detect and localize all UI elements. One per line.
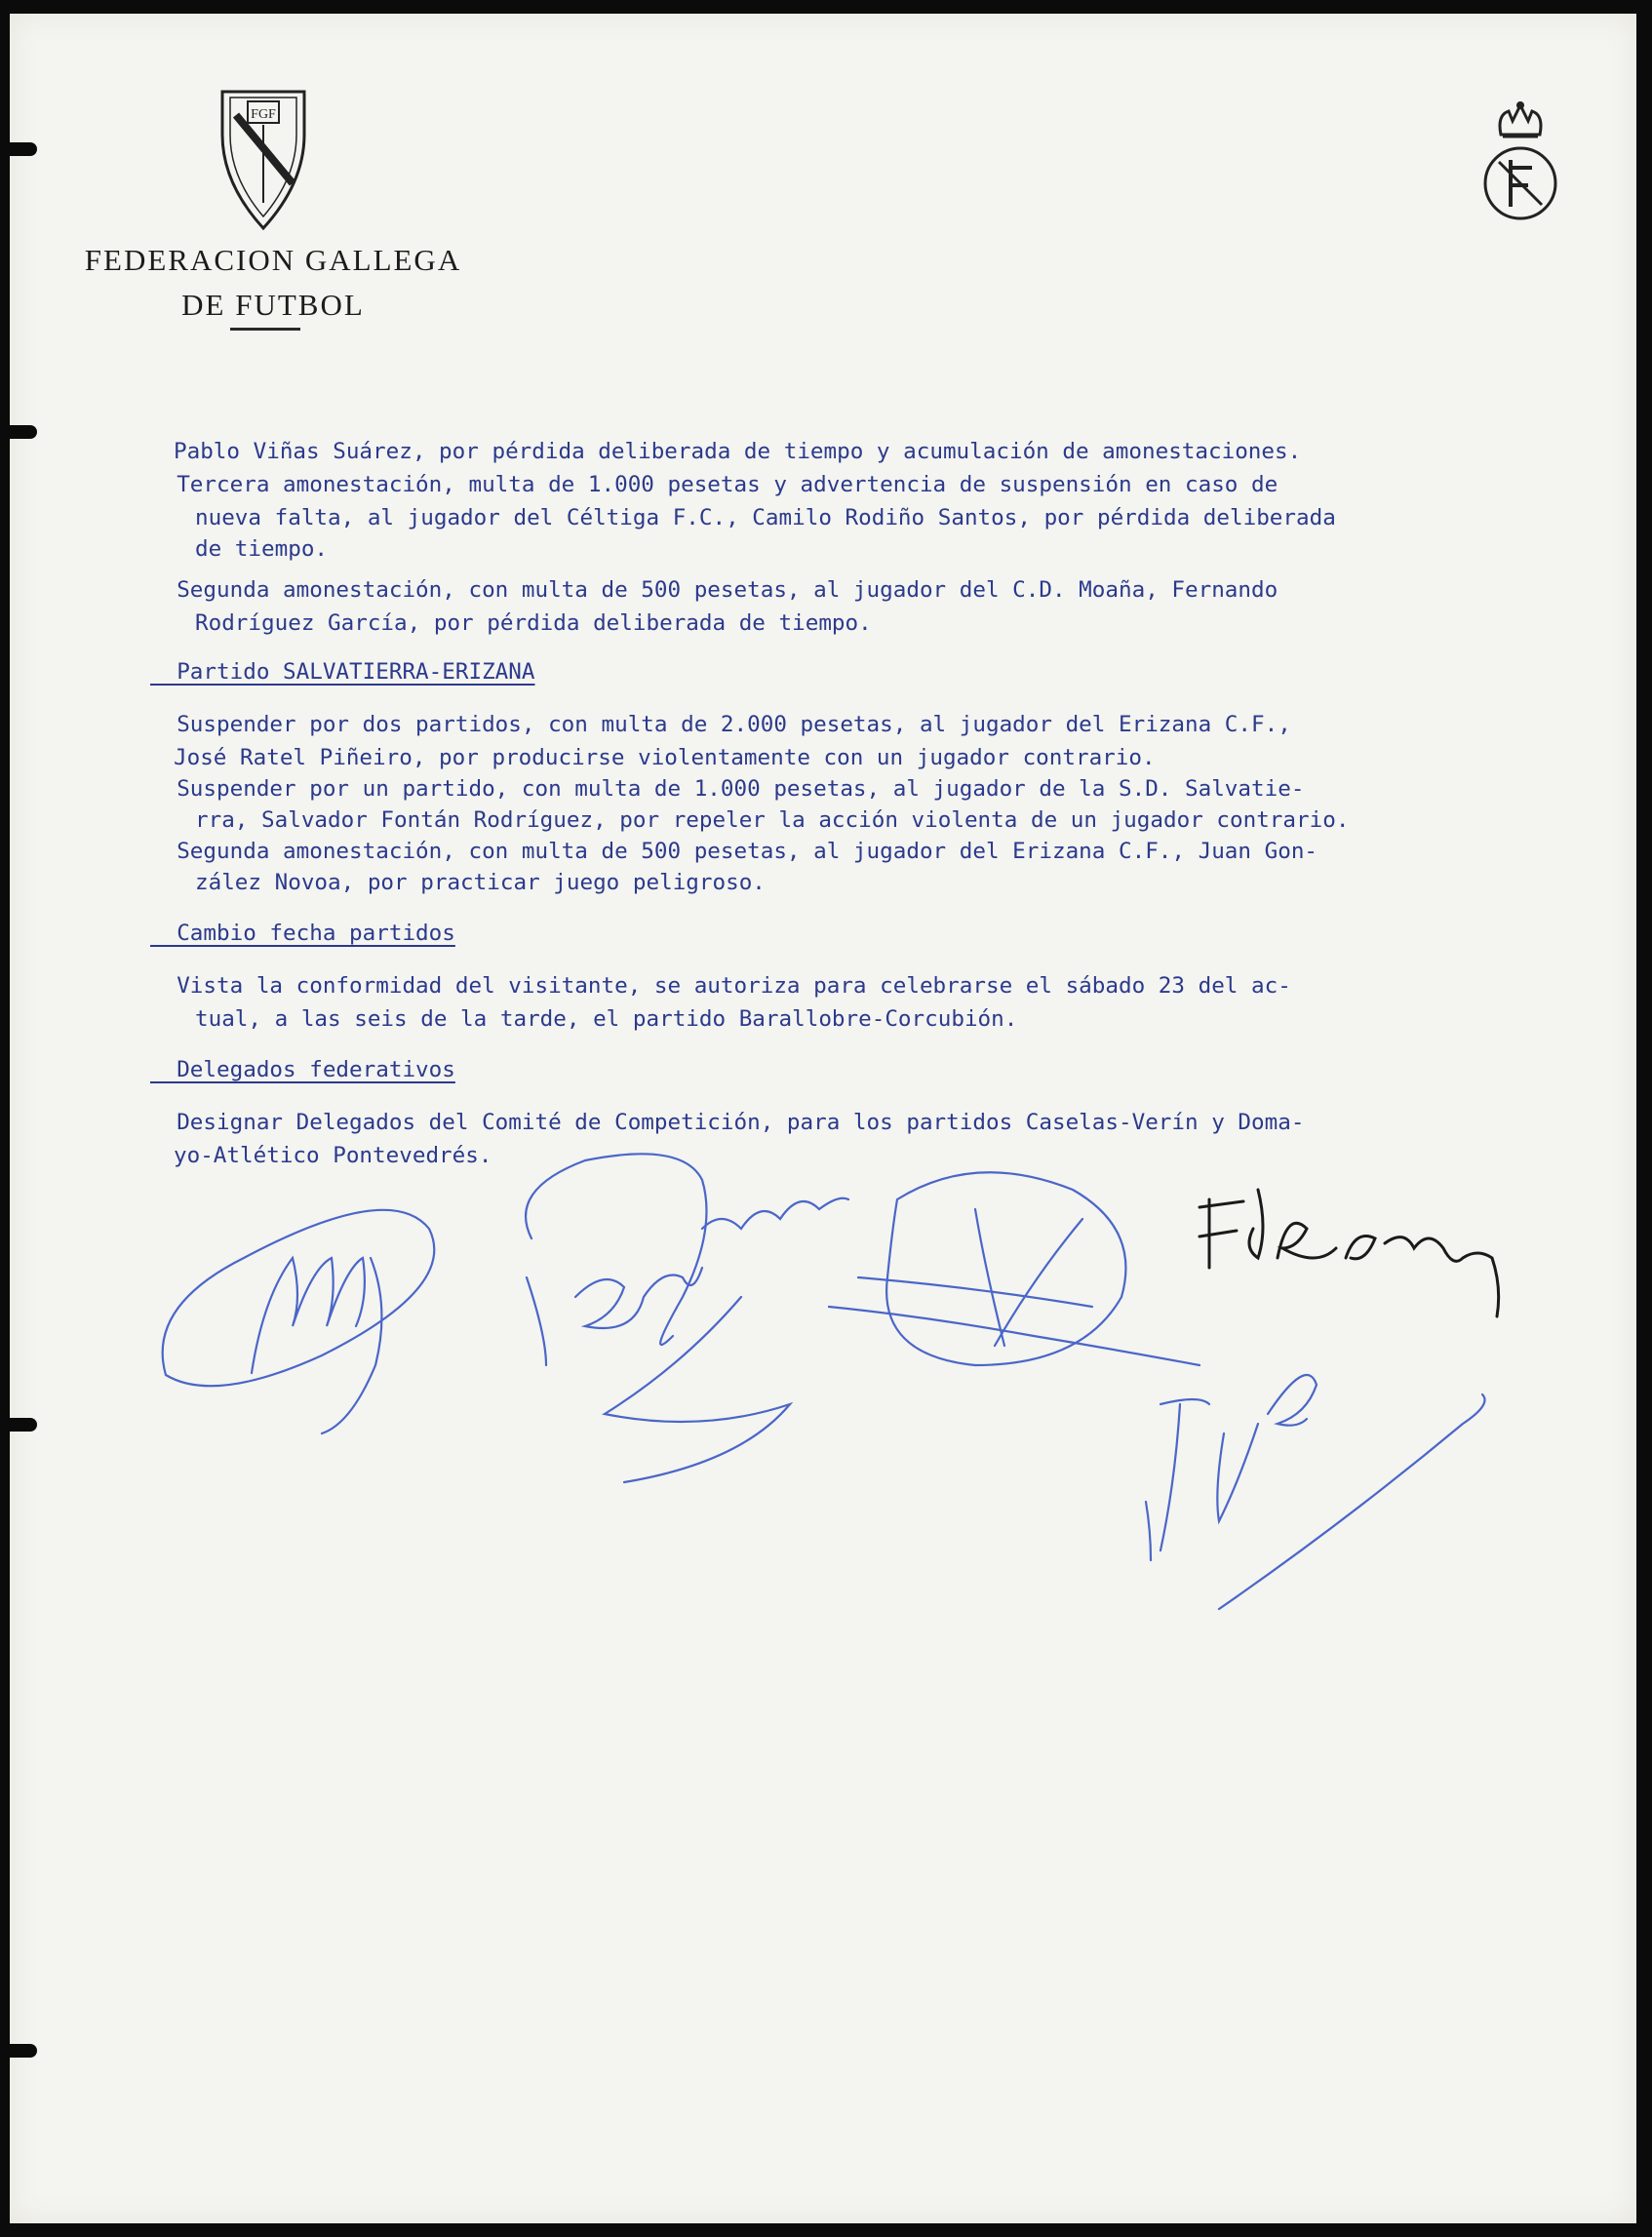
organization-name-line2: DE FUTBOL [181,288,365,322]
body-line: Segunda amonestación, con multa de 500 pesetas, al jugador del C.D. Moaña, Fernando [150,577,1278,603]
binder-hole [0,1418,37,1432]
body-line: Designar Delegados del Comité de Competición, para los partidos Caselas-Verín y Doma- [150,1110,1305,1135]
body-line: zález Novoa, por practicar juego peligroso. [195,870,766,895]
section-heading-cambio-fecha: Cambio fecha partidos [150,921,455,946]
body-line: Segunda amonestación, con multa de 500 pesetas, al jugador del Erizana C.F., Juan Gon- [150,839,1318,864]
document-body [150,435,1578,1168]
body-line: rra, Salvador Fontán Rodríguez, por repeler la acción violenta de un jugador contrario. [195,807,1350,833]
organization-name [59,238,488,328]
section-heading-salvatierra-erizana: Partido SALVATIERRA-ERIZANA [150,659,535,685]
svg-text:FGF: FGF [251,107,276,122]
body-line: José Ratel Piñeiro, por producirse violentamente con un jugador contrario. [174,745,1156,770]
letterhead-rule [230,328,300,331]
body-line: Rodríguez García, por pérdida deliberada de tiempo. [195,610,872,636]
binder-hole [0,425,37,439]
body-line: Pablo Viñas Suárez, por pérdida deliberada de tiempo y acumulación de amonestaciones. [174,439,1302,464]
binder-hole [0,142,37,156]
binder-hole [0,2044,37,2058]
organization-name-line1: FEDERACION GALLEGA [84,243,462,277]
body-line: nueva falta, al jugador del Céltiga F.C., Camilo Rodiño Santos, por pérdida deliberada [195,505,1336,530]
body-line: Suspender por un partido, con multa de 1.000 pesetas, al jugador de la S.D. Salvatie- [150,776,1305,802]
gallega-shield-emblem-icon [216,86,310,232]
body-line: Suspender por dos partidos, con multa de 2.000 pesetas, al jugador del Erizana C.F., [150,712,1291,737]
crowned-fef-crest-icon [1477,98,1563,224]
body-line: yo-Atlético Pontevedrés. [174,1143,492,1168]
section-heading-delegados: Delegados federativos [150,1057,455,1082]
body-line: Vista la conformidad del visitante, se autoriza para celebrarse el sábado 23 del ac- [150,973,1291,999]
body-line: de tiempo. [195,536,329,562]
body-line: tual, a las seis de la tarde, el partido Barallobre-Corcubión. [195,1006,1018,1032]
body-line: Tercera amonestación, multa de 1.000 pesetas y advertencia de suspensión en caso de [150,472,1278,497]
